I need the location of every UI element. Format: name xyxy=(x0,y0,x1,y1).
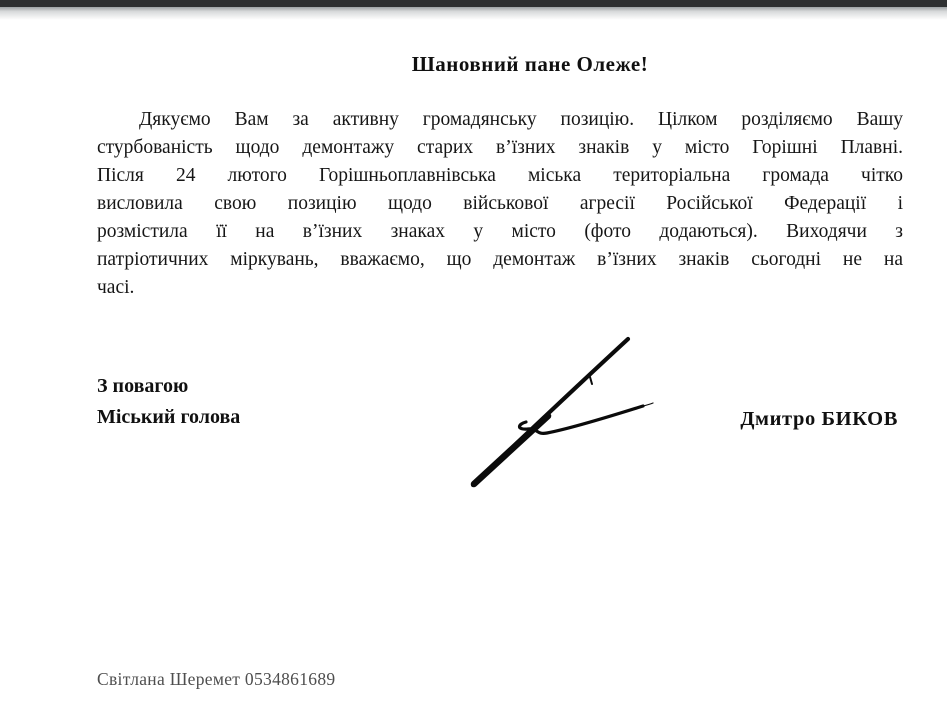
signer-name: Дмитро БИКОВ xyxy=(740,408,898,430)
body-line: патріотичних міркувань, вважаємо, що демонтаж в’їзних знаків сьогодні не на xyxy=(97,249,903,270)
body-line: розмістила її на в’їзних знаках у місто (фото додаються). Виходячи з xyxy=(97,221,903,242)
salutation: Шановний пане Олеже! xyxy=(411,52,649,76)
scan-top-fade xyxy=(0,7,947,20)
closing-block xyxy=(97,371,240,433)
body-line: висловила свою позицію щодо військової агресії Російської Федерації і xyxy=(97,193,903,214)
signature-strokes xyxy=(440,328,660,493)
handwritten-signature xyxy=(440,328,660,493)
body-line: стурбованість щодо демонтажу старих в’їзних знаків у місто Горішні Плавні. xyxy=(97,137,903,158)
body-line: часі. xyxy=(97,277,135,298)
scan-top-edge xyxy=(0,0,947,7)
closing-position-title: Міський голова xyxy=(97,406,241,428)
letter-body xyxy=(97,106,903,302)
body-line: Дякуємо Вам за активну громадянську позицію. Цілком розділяємо Вашу xyxy=(139,109,903,130)
body-line: Після 24 лютого Горішньоплавнівська міська територіальна громада чітко xyxy=(97,165,903,186)
footer-contact: Світлана Шеремет 0534861689 xyxy=(97,669,336,689)
closing-regards: З повагою xyxy=(97,375,189,397)
